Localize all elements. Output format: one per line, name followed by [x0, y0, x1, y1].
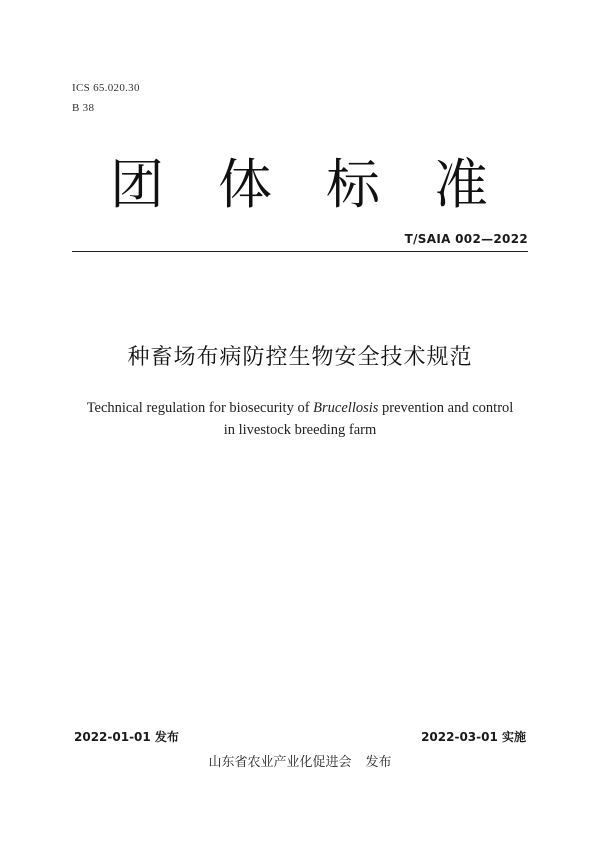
english-title-part: Technical regulation for biosecurity of	[86, 400, 314, 416]
publisher-name: 山东省农业产业化促进会	[208, 755, 352, 770]
category-title-char: 团	[110, 153, 164, 216]
english-title-italic: Brucellosis	[313, 400, 379, 416]
header-divider	[72, 251, 528, 252]
ics-code: ICS 65.020.30	[72, 82, 140, 94]
english-title	[80, 397, 520, 441]
chinese-title: 种畜场布病防控生物安全技术规范	[127, 345, 473, 370]
issue-date: 2022-01-01 发布	[74, 730, 179, 744]
category-title-char: 标	[326, 153, 380, 216]
publisher-line	[0, 751, 600, 770]
english-title-part: prevention and control in livestock breeding farm	[223, 400, 514, 438]
standard-number: T/SAIA 002—2022	[404, 232, 528, 246]
publisher-action: 发布	[365, 755, 392, 770]
category-title-char: 体	[218, 153, 272, 216]
implementation-date: 2022-03-01 实施	[421, 730, 526, 744]
ccs-code: B 38	[72, 102, 95, 114]
category-title-char: 准	[434, 153, 488, 216]
